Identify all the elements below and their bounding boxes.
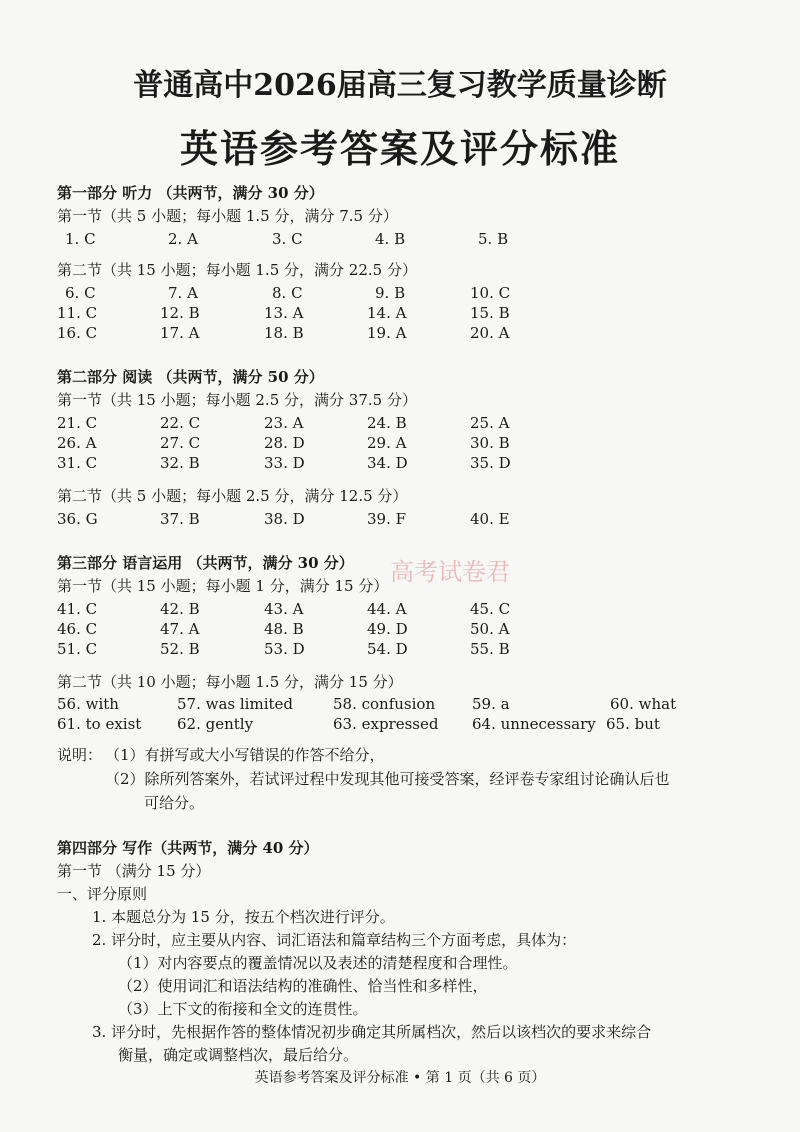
part3-sec2-heading: 第二节（共 10 小题；每小题 1.5 分，满分 15 分）	[57, 673, 403, 691]
answer-item: 2. A	[168, 230, 198, 248]
scoring-subitem-1: （1）对内容要点的覆盖情况以及表述的清楚程度和合理性。	[118, 954, 518, 972]
answer-item: 27. C	[160, 434, 201, 452]
answer-item: 6. C	[65, 284, 96, 302]
answer-item: 28. D	[264, 434, 305, 452]
answer-row	[0, 283, 800, 303]
answer-item: 51. C	[57, 640, 98, 658]
answer-item: 3. C	[272, 230, 303, 248]
part3-heading: 第三部分 语言运用 （共两节，满分 30 分）	[57, 554, 354, 572]
answer-item: 4. B	[375, 230, 406, 248]
part2-sec2-heading: 第二节（共 5 小题；每小题 2.5 分，满分 12.5 分）	[57, 487, 408, 505]
scoring-subitem-2: （2）使用词汇和语法结构的准确性、恰当性和多样性，	[118, 977, 488, 995]
note-2-line2: 可给分。	[144, 794, 205, 812]
answer-row	[0, 413, 800, 433]
answer-item: 7. A	[168, 284, 198, 302]
answer-item: 42. B	[160, 600, 200, 618]
answer-item: 22. C	[160, 414, 201, 432]
answer-item: 53. D	[264, 640, 305, 658]
answer-item: 34. D	[367, 454, 408, 472]
answer-item: 62. gently	[177, 715, 254, 733]
answer-item: 10. C	[470, 284, 511, 302]
answer-item: 16. C	[57, 324, 98, 342]
answer-item: 36. G	[57, 510, 98, 528]
answer-item: 65. but	[606, 715, 660, 733]
answer-item: 63. expressed	[333, 715, 439, 733]
answer-row	[0, 229, 800, 249]
answer-row	[0, 323, 800, 343]
part1-sec1-heading: 第一节（共 5 小题；每小题 1.5 分，满分 7.5 分）	[57, 207, 398, 225]
answer-item: 15. B	[470, 304, 510, 322]
answer-item: 35. D	[470, 454, 511, 472]
answer-item: 20. A	[470, 324, 510, 342]
answer-item: 30. B	[470, 434, 510, 452]
answer-item: 59. a	[472, 695, 510, 713]
answer-item: 38. D	[264, 510, 305, 528]
answer-item: 43. A	[264, 600, 304, 618]
notes-label: 说明：	[57, 746, 103, 764]
answer-item: 60. what	[610, 695, 677, 713]
answer-item: 45. C	[470, 600, 511, 618]
answer-item: 46. C	[57, 620, 98, 638]
answer-row	[0, 619, 800, 639]
scoring-item-1: 1. 本题总分为 15 分，按五个档次进行评分。	[92, 908, 395, 926]
answer-item: 13. A	[264, 304, 304, 322]
answer-item: 26. A	[57, 434, 97, 452]
answer-item: 52. B	[160, 640, 200, 658]
document-subtitle: 英语参考答案及评分标准	[179, 126, 620, 171]
part4-sec1-heading: 第一节 （满分 15 分）	[57, 862, 211, 880]
answer-row	[0, 639, 800, 659]
answer-item: 33. D	[264, 454, 305, 472]
answer-item: 24. B	[367, 414, 407, 432]
answer-item: 50. A	[470, 620, 510, 638]
note-1: （1）有拼写或大小写错误的作答不给分，	[105, 746, 385, 764]
answer-item: 19. A	[367, 324, 407, 342]
note-2-line1: （2）除所列答案外，若试评过程中发现其他可接受答案，经评卷专家组讨论确认后也	[105, 770, 670, 788]
answer-item: 56. with	[57, 695, 119, 713]
answer-item: 40. E	[470, 510, 510, 528]
answer-item: 61. to exist	[57, 715, 142, 733]
answer-item: 41. C	[57, 600, 98, 618]
part4-heading: 第四部分 写作（共两节，满分 40 分）	[57, 839, 319, 857]
answer-row	[0, 303, 800, 323]
scoring-subitem-3: （3）上下文的衔接和全文的连贯性。	[118, 1000, 368, 1018]
part1-sec2-heading: 第二节（共 15 小题；每小题 1.5 分，满分 22.5 分）	[57, 261, 417, 279]
answer-item: 55. B	[470, 640, 510, 658]
part2-heading: 第二部分 阅读 （共两节，满分 50 分）	[57, 368, 324, 386]
answer-item: 11. C	[57, 304, 98, 322]
answer-item: 48. B	[264, 620, 304, 638]
answer-row	[0, 433, 800, 453]
answer-row	[0, 509, 800, 529]
answer-item: 12. B	[160, 304, 200, 322]
answer-item: 44. A	[367, 600, 407, 618]
answer-row	[0, 599, 800, 619]
answer-item: 18. B	[264, 324, 304, 342]
answer-item: 31. C	[57, 454, 98, 472]
answer-row	[0, 453, 800, 473]
part1-heading: 第一部分 听力 （共两节，满分 30 分）	[57, 184, 324, 202]
scoring-item-3-line1: 3. 评分时，先根据作答的整体情况初步确定其所属档次，然后以该档次的要求来综合	[92, 1023, 652, 1041]
answer-item: 47. A	[160, 620, 200, 638]
answer-row	[0, 694, 800, 714]
answer-item: 49. D	[367, 620, 408, 638]
answer-item: 1. C	[65, 230, 96, 248]
answer-item: 29. A	[367, 434, 407, 452]
answer-item: 58. confusion	[333, 695, 436, 713]
answer-item: 57. was limited	[177, 695, 293, 713]
answer-row	[0, 714, 800, 734]
answer-item: 32. B	[160, 454, 200, 472]
answer-item: 25. A	[470, 414, 510, 432]
scoring-item-3-line2: 衡量，确定或调整档次，最后给分。	[118, 1046, 359, 1064]
answer-item: 5. B	[478, 230, 509, 248]
answer-item: 23. A	[264, 414, 304, 432]
answer-item: 64. unnecessary	[472, 715, 596, 733]
page-footer: 英语参考答案及评分标准 • 第 1 页（共 6 页）	[254, 1070, 546, 1086]
answer-item: 8. C	[272, 284, 303, 302]
answer-item: 9. B	[375, 284, 406, 302]
answer-item: 14. A	[367, 304, 407, 322]
scoring-principle-heading: 一、评分原则	[57, 885, 148, 903]
part3-sec1-heading: 第一节（共 15 小题；每小题 1 分，满分 15 分）	[57, 577, 389, 595]
answer-item: 21. C	[57, 414, 98, 432]
answer-item: 37. B	[160, 510, 200, 528]
answer-item: 54. D	[367, 640, 408, 658]
scoring-item-2: 2. 评分时，应主要从内容、词汇语法和篇章结构三个方面考虑，具体为：	[92, 931, 577, 949]
answer-item: 17. A	[160, 324, 200, 342]
document-title: 普通高中2026届高三复习教学质量诊断	[133, 68, 667, 103]
answer-item: 39. F	[367, 510, 407, 528]
part2-sec1-heading: 第一节（共 15 小题；每小题 2.5 分，满分 37.5 分）	[57, 391, 417, 409]
watermark: 高考试卷君	[390, 558, 510, 586]
